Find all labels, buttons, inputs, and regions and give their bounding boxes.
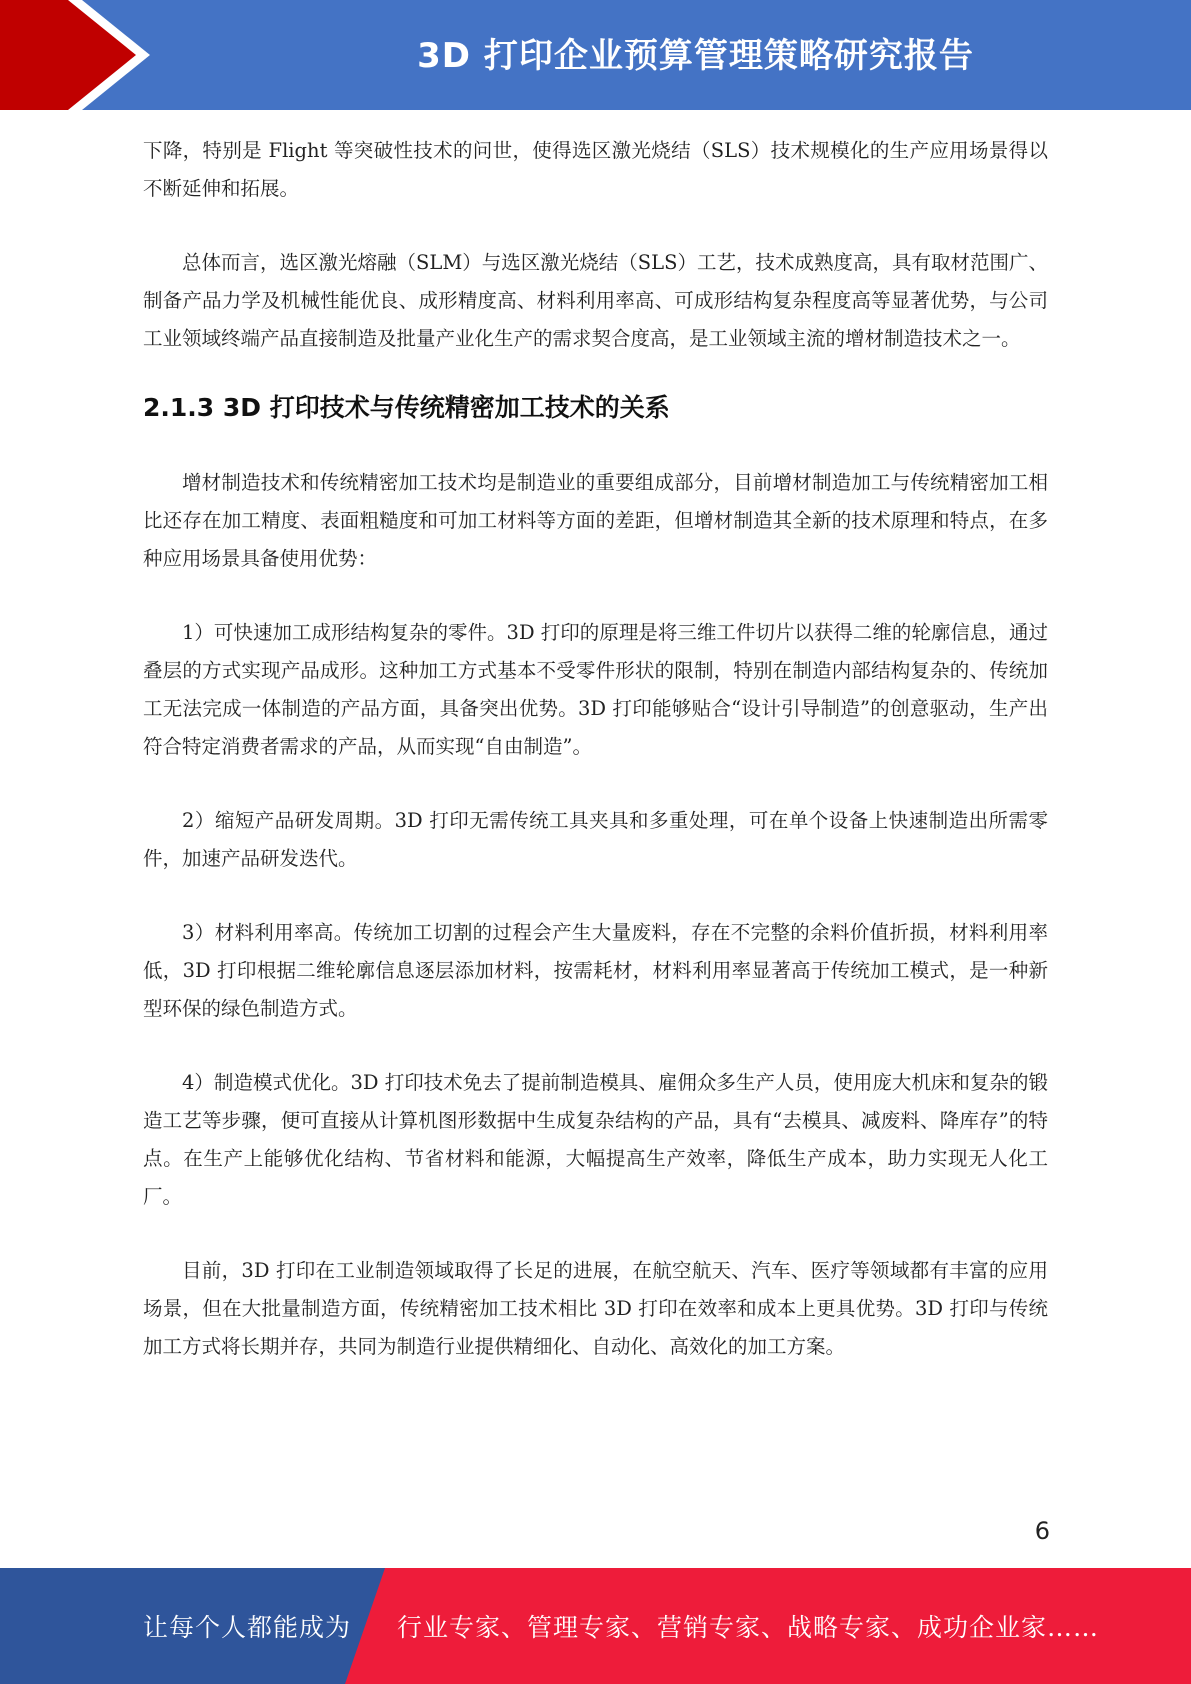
list-item-1: 1）可快速加工成形结构复杂的零件。3D 打印的原理是将三维工件切片以获得二维的轮廓信息，通过叠层的方式实现产品成形。这种加工方式基本不受零件形状的限制，特别在制造内部结构复杂的、传统加工无法完成一体制造的产品方面，具备突出优势。3D 打印能够贴合“设计引导制造”的创意驱动，生产出符合特定消费者需求的产品，从而实现“自由制造”。 (143, 621, 1048, 758)
section-heading: 2.1.3 3D 打印技术与传统精密加工技术的关系 (143, 393, 670, 422)
document-title: 3D 打印企业预算管理策略研究报告 (417, 35, 974, 76)
page-footer (0, 1568, 1191, 1684)
paragraph-conclusion: 目前，3D 打印在工业制造领域取得了长足的进展，在航空航天、汽车、医疗等领域都有丰富的应用场景，但在大批量制造方面，传统精密加工技术相比 3D 打印在效率和成本上更具优势。3D 打印与传统加工方式将长期并存，共同为制造行业提供精细化、自动化、高效化的加工方案。 (143, 1259, 1048, 1358)
footer-slogan-lead: 让每个人都能成为 (143, 1613, 352, 1642)
paragraph-continuation: 下降，特别是 Flight 等突破性技术的问世，使得选区激光烧结（SLS）技术规模化的生产应用场景得以不断延伸和拓展。 (143, 139, 1048, 200)
list-item-3: 3）材料利用率高。传统加工切割的过程会产生大量废料，存在不完整的余料价值折损，材料利用率低，3D 打印根据二维轮廓信息逐层添加材料，按需耗材，材料利用率显著高于传统加工模式，是一种新型环保的绿色制造方式。 (143, 921, 1048, 1020)
footer-slogan-roles: 行业专家、管理专家、营销专家、战略专家、成功企业家…… (397, 1613, 1100, 1642)
header-chevron-decoration (0, 0, 160, 110)
page-number: 6 (1034, 1517, 1050, 1545)
list-item-2: 2）缩短产品研发周期。3D 打印无需传统工具夹具和多重处理，可在单个设备上快速制造出所需零件，加速产品研发迭代。 (143, 809, 1048, 870)
paragraph-intro: 增材制造技术和传统精密加工技术均是制造业的重要组成部分，目前增材制造加工与传统精密加工相比还存在加工精度、表面粗糙度和可加工材料等方面的差距，但增材制造其全新的技术原理和特点，在多种应用场景具备使用优势： (143, 471, 1048, 570)
page-body (143, 132, 1048, 1366)
page-header (0, 0, 1191, 110)
list-item-4: 4）制造模式优化。3D 打印技术免去了提前制造模具、雇佣众多生产人员，使用庞大机床和复杂的锻造工艺等步骤，便可直接从计算机图形数据中生成复杂结构的产品，具有“去模具、减废料、降库存”的特点。在生产上能够优化结构、节省材料和能源，大幅提高生产效率，降低生产成本，助力实现无人化工厂。 (143, 1071, 1048, 1208)
paragraph-summary: 总体而言，选区激光熔融（SLM）与选区激光烧结（SLS）工艺，技术成熟度高，具有取材范围广、制备产品力学及机械性能优良、成形精度高、材料利用率高、可成形结构复杂程度高等显著优势，与公司工业领域终端产品直接制造及批量产业化生产的需求契合度高，是工业领域主流的增材制造技术之一。 (143, 251, 1048, 350)
